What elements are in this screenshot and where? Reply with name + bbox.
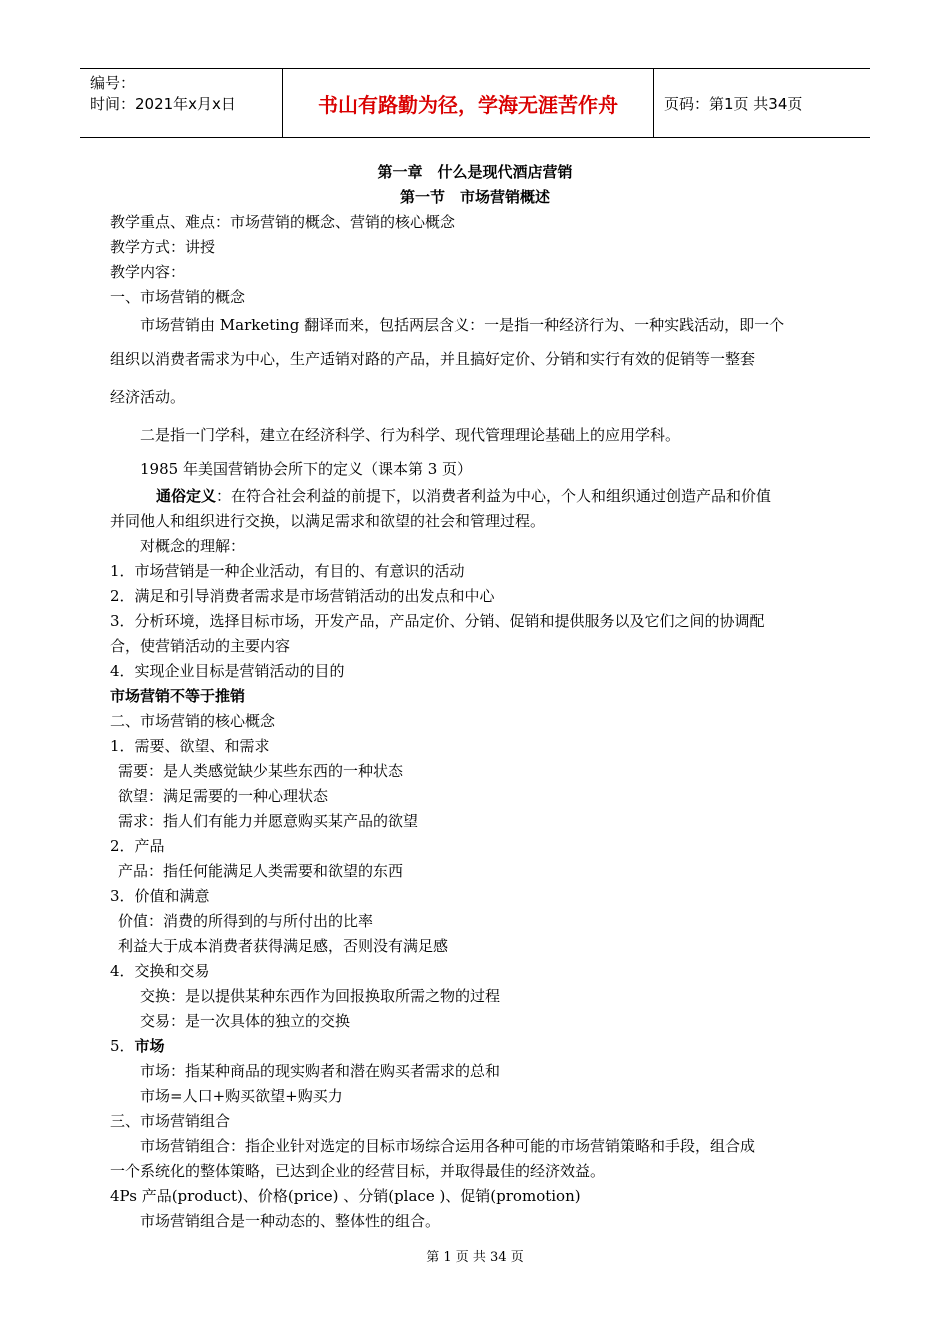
heading: 一、市场营销的概念 xyxy=(110,288,246,306)
paragraph: 一个系统化的整体策略，已达到企业的经营目标，并取得最佳的经济效益。 xyxy=(110,1162,606,1180)
list-item: 合，使营销活动的主要内容 xyxy=(110,637,291,655)
list-item: 4．交换和交易 xyxy=(110,962,210,980)
definition-text: ：在符合社会利益的前提下，以消费者利益为中心，个人和组织通过创造产品和价值 xyxy=(216,487,772,505)
paragraph: 组织以消费者需求为中心，生产适销对路的产品，并且搞好定价、分销和实行有效的促销等一整套 xyxy=(110,350,756,368)
paragraph: 市场=人口+购买欲望+购买力 xyxy=(140,1087,343,1105)
paragraph: 交易：是一次具体的独立的交换 xyxy=(140,1012,351,1030)
list-item: 2．满足和引导消费者需求是市场营销活动的出发点和中心 xyxy=(110,587,495,605)
paragraph: 市场营销组合：指企业针对选定的目标市场综合运用各种可能的市场营销策略和手段，组合成 xyxy=(140,1137,756,1155)
paragraph: 市场营销由 Marketing 翻译而来，包括两层含义：一是指一种经济行为、一种实践活动，即一个 xyxy=(140,316,785,334)
list-number: 5． xyxy=(110,1037,135,1055)
paragraph: 教学内容： xyxy=(110,263,186,281)
list-item: 2．产品 xyxy=(110,837,165,855)
definition-term: 通俗定义 xyxy=(156,487,217,505)
paragraph: 市场营销组合是一种动态的、整体性的组合。 xyxy=(140,1212,441,1230)
paragraph: 1985 年美国营销协会所下的定义（课本第 3 页） xyxy=(140,460,473,478)
list-item xyxy=(110,1034,840,1059)
paragraph: 市场：指某种商品的现实购者和潜在购买者需求的总和 xyxy=(140,1062,501,1080)
paragraph: 经济活动。 xyxy=(110,388,186,406)
heading: 三、市场营销组合 xyxy=(110,1112,231,1130)
paragraph: 需求：指人们有能力并愿意购买某产品的欲望 xyxy=(118,812,419,830)
definition xyxy=(110,484,840,509)
code-label: 编号： xyxy=(90,74,136,92)
paragraph: 欲望：满足需要的一种心理状态 xyxy=(118,787,329,805)
list-item: 3．价值和满意 xyxy=(110,887,210,905)
paragraph: 需要：是人类感觉缺少某些东西的一种状态 xyxy=(118,762,404,780)
bold-statement: 市场营销不等于推销 xyxy=(110,687,246,705)
header-motto: 书山有路勤为径，学海无涯苦作舟 xyxy=(282,69,654,137)
paragraph: 教学重点、难点：市场营销的概念、营销的核心概念 xyxy=(110,213,456,231)
header-table xyxy=(80,68,870,138)
heading: 二、市场营销的核心概念 xyxy=(110,712,276,730)
paragraph: 并同他人和组织进行交换，以满足需求和欲望的社会和管理过程。 xyxy=(110,512,546,530)
paragraph: 4Ps 产品(product)、价格(price) 、分销(place )、促销(promotion) xyxy=(110,1187,581,1205)
paragraph: 教学方式：讲授 xyxy=(110,238,216,256)
time-label: 时间：2021年x月x日 xyxy=(90,95,236,113)
section-title: 第一节 市场营销概述 xyxy=(399,188,550,206)
list-item: 4．实现企业目标是营销活动的目的 xyxy=(110,662,345,680)
paragraph: 产品：指任何能满足人类需要和欲望的东西 xyxy=(118,862,404,880)
paragraph: 对概念的理解： xyxy=(140,537,246,555)
document-body xyxy=(110,160,840,1234)
list-item: 1．需要、欲望、和需求 xyxy=(110,737,270,755)
list-item: 1．市场营销是一种企业活动，有目的、有意识的活动 xyxy=(110,562,465,580)
page-footer: 第 1 页 共 34 页 xyxy=(426,1250,524,1265)
paragraph: 价值：消费的所得到的与所付出的比率 xyxy=(118,912,374,930)
paragraph: 二是指一门学科，建立在经济科学、行为科学、现代管理理论基础上的应用学科。 xyxy=(140,426,681,444)
header-meta xyxy=(80,69,282,137)
list-item: 3．分析环境，选择目标市场，开发产品，产品定价、分销、促销和提供服务以及它们之间的协调配 xyxy=(110,612,765,630)
paragraph: 交换：是以提供某种东西作为回报换取所需之物的过程 xyxy=(140,987,501,1005)
chapter-title: 第一章 什么是现代酒店营销 xyxy=(377,163,573,181)
header-page-info: 页码：第1页 共34页 xyxy=(664,94,803,113)
list-term: 市场 xyxy=(134,1037,165,1055)
paragraph: 利益大于成本消费者获得满足感，否则没有满足感 xyxy=(118,937,449,955)
